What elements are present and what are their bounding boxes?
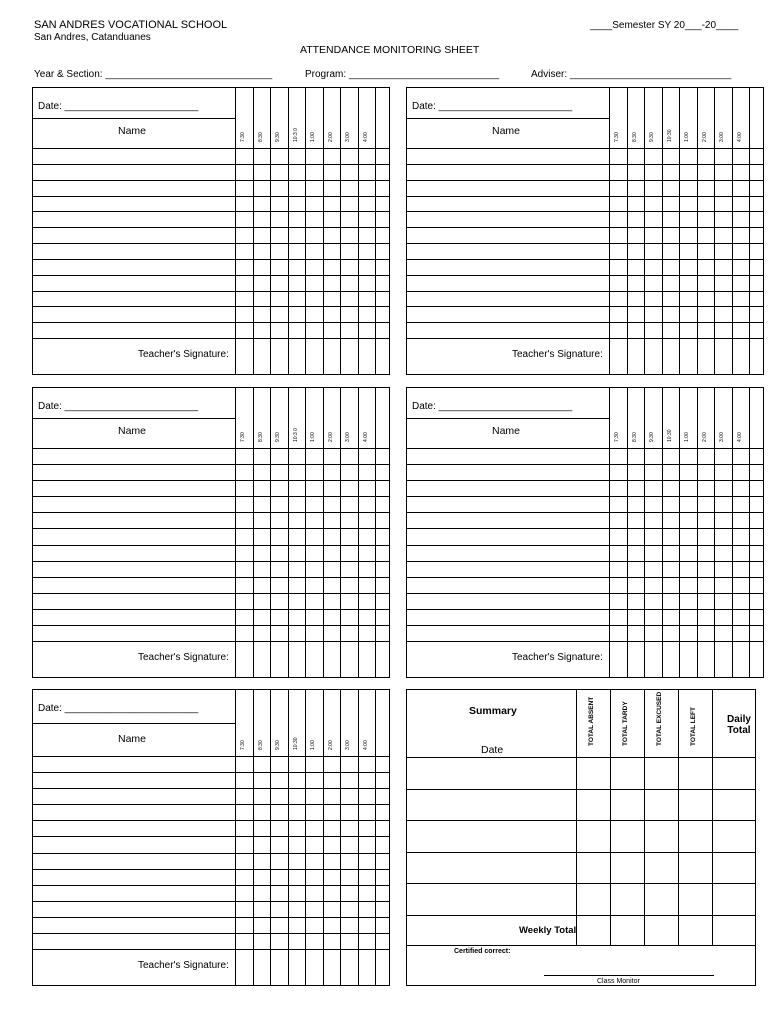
time-column-divider (375, 690, 376, 985)
table-row (407, 306, 763, 307)
table-row (33, 593, 389, 594)
time-column-divider (749, 388, 750, 677)
date-field: Date: ________________________ (412, 101, 573, 112)
date-divider (407, 418, 609, 419)
time-column-divider (358, 88, 359, 374)
time-column-divider (749, 88, 750, 374)
table-row (407, 259, 763, 260)
date-divider (33, 118, 235, 119)
time-column-divider (358, 388, 359, 677)
time-column-divider (358, 690, 359, 985)
attendance-block (406, 387, 764, 678)
table-row (33, 577, 389, 578)
program-field: Program: ___________________________ (305, 69, 500, 80)
teacher-signature-label: Teacher's Signature: (512, 349, 603, 360)
table-row (33, 641, 389, 642)
table-row (33, 291, 389, 292)
table-row (33, 211, 389, 212)
table-row (407, 545, 763, 546)
year-section-field: Year & Section: ______________________________ (34, 69, 273, 80)
time-slot-label: 3:00 (345, 132, 351, 142)
summary-column-divider (678, 690, 679, 945)
time-column-divider (270, 388, 271, 677)
summary-row (407, 852, 755, 853)
time-slot-label: 9:30 (649, 432, 655, 442)
summary-row (407, 915, 755, 916)
time-slot-label: 2:00 (701, 132, 708, 142)
table-row (33, 869, 389, 870)
teacher-signature-label: Teacher's Signature: (138, 960, 229, 971)
table-row (33, 885, 389, 886)
table-row (407, 338, 763, 339)
header-divider (33, 148, 389, 149)
time-slot-label: 8:30 (257, 432, 264, 442)
table-row (33, 933, 389, 934)
time-slot-label: 1:00 (684, 132, 690, 142)
summary-row (407, 789, 755, 790)
table-row (407, 211, 763, 212)
summary-column-header: TOTAL ABSENT (588, 696, 595, 746)
teacher-signature-label: Teacher's Signature: (138, 652, 229, 663)
table-row (33, 561, 389, 562)
time-column-divider (305, 690, 306, 985)
time-slot-label: 1:00 (310, 432, 316, 442)
time-slot-label: 7:30 (240, 432, 246, 442)
date-divider (407, 118, 609, 119)
table-row (33, 901, 389, 902)
name-column-divider (235, 690, 236, 985)
attendance-block (32, 387, 390, 678)
time-column-divider (323, 690, 324, 985)
time-slot-label: 8:30 (257, 132, 264, 142)
table-row (33, 243, 389, 244)
table-row (33, 625, 389, 626)
time-slot-label: 2:00 (327, 432, 334, 442)
time-column-divider (732, 388, 733, 677)
summary-column-divider (644, 690, 645, 945)
table-row (407, 577, 763, 578)
time-slot-label: 8:30 (257, 740, 264, 750)
name-column-divider (609, 88, 610, 374)
time-column-divider (253, 690, 254, 985)
monitor-signature-line (544, 975, 714, 976)
table-row (407, 196, 763, 197)
table-row (33, 820, 389, 821)
time-column-divider (644, 388, 645, 677)
time-column-divider (340, 88, 341, 374)
table-row (33, 338, 389, 339)
header-divider (407, 448, 763, 449)
table-row (33, 164, 389, 165)
table-row (407, 322, 763, 323)
time-slot-label: 3:00 (719, 132, 725, 142)
time-column-divider (375, 88, 376, 374)
name-column-divider (235, 88, 236, 374)
table-row (407, 561, 763, 562)
semester-line: ____Semester SY 20___-20____ (590, 20, 739, 31)
name-header: Name (492, 125, 521, 137)
time-column-divider (375, 388, 376, 677)
time-slot-label: 4:00 (362, 740, 369, 750)
table-row (33, 306, 389, 307)
table-row (407, 275, 763, 276)
table-row (33, 259, 389, 260)
summary-date-label: Date (481, 744, 504, 756)
school-location: San Andres, Catanduanes (34, 32, 151, 43)
summary-column-divider (610, 690, 611, 945)
table-row (33, 853, 389, 854)
summary-column-header: TOTAL EXCUSED (656, 691, 663, 746)
time-column-divider (323, 88, 324, 374)
time-slot-label: 4:00 (362, 432, 369, 442)
time-column-divider (253, 88, 254, 374)
table-row (407, 164, 763, 165)
time-slot-label: 7:30 (614, 132, 620, 142)
summary-table (406, 689, 756, 986)
table-row (33, 180, 389, 181)
name-column-divider (235, 388, 236, 677)
table-row (33, 275, 389, 276)
summary-column-header: TOTAL TARDY (622, 701, 629, 746)
table-row (33, 480, 389, 481)
table-row (407, 593, 763, 594)
table-row (33, 322, 389, 323)
time-slot-label: 2:00 (327, 740, 334, 750)
name-header: Name (118, 425, 147, 437)
table-row (407, 464, 763, 465)
table-row (407, 512, 763, 513)
teacher-signature-label: Teacher's Signature: (512, 652, 603, 663)
summary-column-divider (712, 690, 713, 945)
time-slot-label: 10:30 (666, 129, 673, 142)
date-divider (33, 418, 235, 419)
table-row (407, 480, 763, 481)
name-header: Name (118, 733, 147, 745)
attendance-block (32, 87, 390, 375)
time-column-divider (627, 88, 628, 374)
attendance-block (406, 87, 764, 375)
time-column-divider (714, 388, 715, 677)
time-column-divider (288, 388, 289, 677)
time-column-divider (679, 88, 680, 374)
time-slot-label: 2:00 (701, 432, 708, 442)
time-column-divider (253, 388, 254, 677)
summary-title: Summary (469, 705, 517, 717)
time-slot-label: 4:00 (736, 132, 743, 142)
time-column-divider (627, 388, 628, 677)
time-column-divider (644, 88, 645, 374)
table-row (33, 545, 389, 546)
time-column-divider (305, 388, 306, 677)
attendance-block (32, 689, 390, 986)
table-row (33, 609, 389, 610)
table-row (407, 291, 763, 292)
time-slot-label: 10:30 (292, 737, 299, 750)
sheet-title: ATTENDANCE MONITORING SHEET (300, 44, 480, 56)
table-row (33, 788, 389, 789)
time-column-divider (288, 88, 289, 374)
adviser-field: Adviser: _____________________________ (531, 69, 732, 80)
time-column-divider (288, 690, 289, 985)
name-column-divider (609, 388, 610, 677)
table-row (407, 243, 763, 244)
table-row (33, 227, 389, 228)
time-slot-label: 8:30 (631, 132, 638, 142)
teacher-signature-label: Teacher's Signature: (138, 349, 229, 360)
time-column-divider (270, 690, 271, 985)
time-slot-label: 1:00 (310, 740, 316, 750)
time-column-divider (662, 88, 663, 374)
time-slot-label: 1:00 (684, 432, 690, 442)
header-divider (33, 756, 389, 757)
time-slot-label: 10:3 0 (292, 128, 299, 142)
time-slot-label: 8:30 (631, 432, 638, 442)
table-row (33, 804, 389, 805)
date-divider (33, 723, 235, 724)
header-divider (407, 148, 763, 149)
weekly-total-label: Weekly Total (519, 924, 577, 936)
time-column-divider (305, 88, 306, 374)
time-slot-label: 10:3 0 (292, 428, 299, 442)
table-row (407, 528, 763, 529)
time-slot-label: 9:30 (275, 740, 281, 750)
time-slot-label: 3:00 (345, 432, 351, 442)
time-slot-label: 7:30 (614, 432, 620, 442)
time-slot-label: 9:30 (275, 432, 281, 442)
daily-total-header: Daily Total (727, 714, 751, 736)
time-slot-label: 4:00 (736, 432, 743, 442)
time-slot-label: 10:30 (666, 429, 673, 442)
time-slot-label: 2:00 (327, 132, 334, 142)
time-column-divider (323, 388, 324, 677)
time-slot-label: 3:00 (719, 432, 725, 442)
table-row (407, 625, 763, 626)
time-column-divider (732, 88, 733, 374)
time-slot-label: 7:30 (240, 132, 246, 142)
table-row (33, 528, 389, 529)
name-header: Name (118, 125, 147, 137)
time-slot-label: 7:30 (240, 740, 246, 750)
time-column-divider (714, 88, 715, 374)
time-slot-label: 9:30 (275, 132, 281, 142)
date-field: Date: ________________________ (38, 401, 199, 412)
table-row (407, 227, 763, 228)
time-column-divider (679, 388, 680, 677)
name-header: Name (492, 425, 521, 437)
summary-bottom-divider (407, 945, 755, 946)
time-slot-label: 9:30 (649, 132, 655, 142)
time-slot-label: 3:00 (345, 740, 351, 750)
school-name: SAN ANDRES VOCATIONAL SCHOOL (34, 19, 228, 31)
header-divider (33, 448, 389, 449)
summary-column-divider (576, 690, 577, 945)
table-row (407, 641, 763, 642)
time-column-divider (697, 388, 698, 677)
table-row (33, 772, 389, 773)
table-row (33, 917, 389, 918)
time-column-divider (697, 88, 698, 374)
time-column-divider (340, 388, 341, 677)
table-row (33, 512, 389, 513)
table-row (407, 180, 763, 181)
certified-correct-label: Certified correct: (454, 947, 511, 955)
date-field: Date: ________________________ (412, 401, 573, 412)
time-column-divider (662, 388, 663, 677)
table-row (33, 464, 389, 465)
time-column-divider (340, 690, 341, 985)
time-slot-label: 1:00 (310, 132, 316, 142)
class-monitor-label: Class Monitor (597, 977, 640, 985)
table-row (33, 836, 389, 837)
table-row (407, 609, 763, 610)
summary-row (407, 883, 755, 884)
table-row (33, 949, 389, 950)
date-field: Date: ________________________ (38, 101, 199, 112)
summary-row (407, 820, 755, 821)
time-column-divider (270, 88, 271, 374)
table-row (33, 496, 389, 497)
table-row (33, 196, 389, 197)
date-field: Date: ________________________ (38, 703, 199, 714)
table-row (407, 496, 763, 497)
summary-column-header: TOTAL LEFT (690, 707, 697, 746)
time-slot-label: 4:00 (362, 132, 369, 142)
summary-header-divider (407, 757, 755, 758)
